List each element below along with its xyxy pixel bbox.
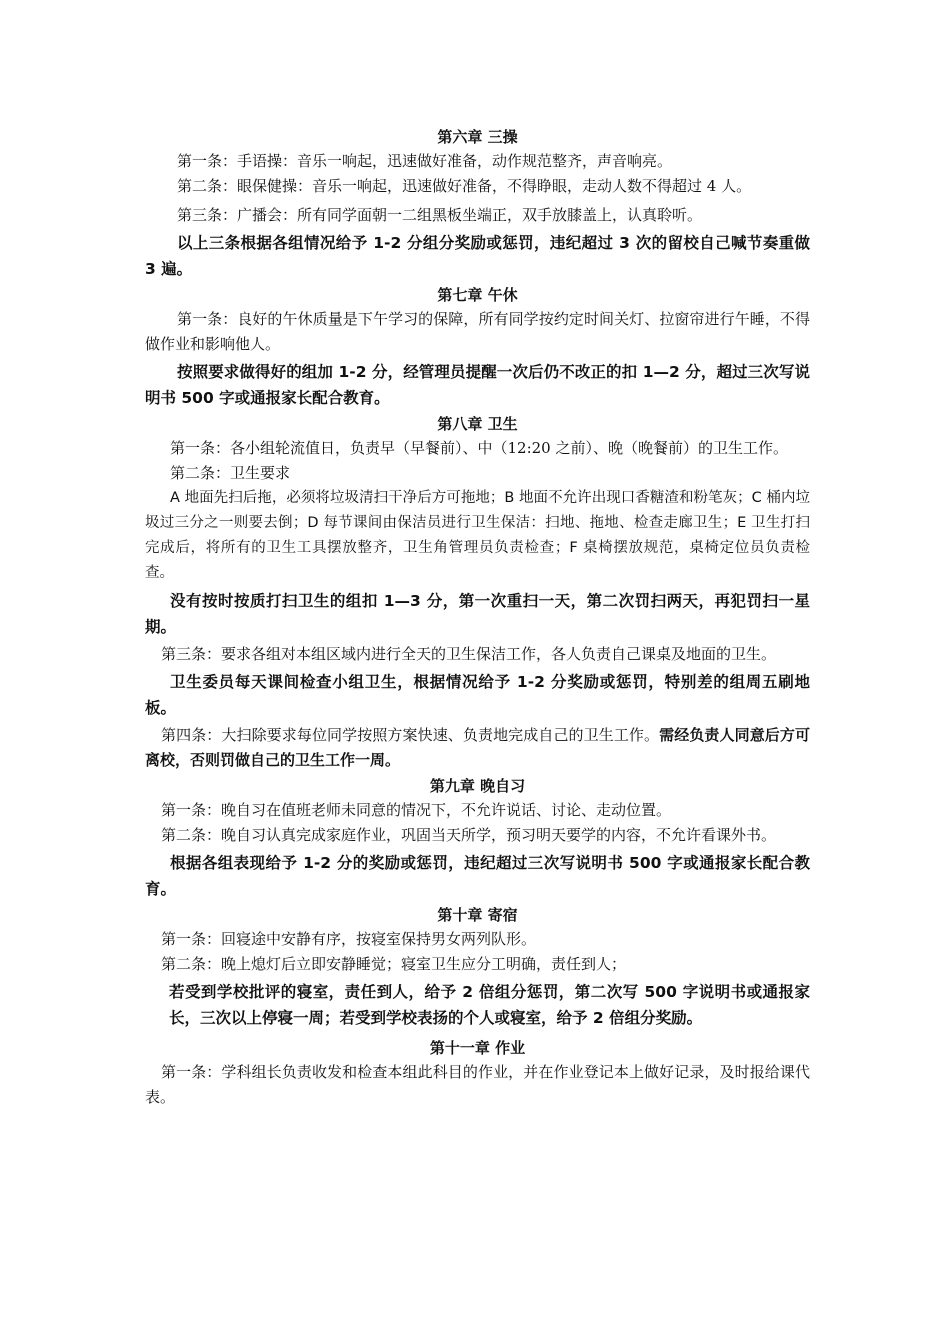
chapter-8-article-3: 第三条：要求各组对本组区域内进行全天的卫生保洁工作，各人负责自己课桌及地面的卫生。 [161,645,777,663]
chapter-7-article-1: 第一条：良好的午休质量是下午学习的保障，所有同学按约定时间关灯、拉窗帘进行午睡，不得做作业和影响他人。 [145,310,810,353]
chapter-8-rule-1: 没有按时按质打扫卫生的组扣 1—3 分，第一次重扫一天，第二次罚扫两天，再犯罚扫一星期。 [145,592,810,636]
chapter-9-rule: 根据各组表现给予 1-2 分的奖励或惩罚，违纪超过三次写说明书 500 字或通报家长配合教育。 [145,854,810,898]
document-page [145,124,810,1110]
chapter-6-article-2: 第二条：眼保健操：音乐一响起，迅速做好准备，不得睁眼，走动人数不得超过 4 人。 [177,177,752,195]
chapter-8-article-4 [145,723,810,773]
chapter-9-title: 第九章 晚自习 [429,777,526,795]
chapter-8-rule-2: 卫生委员每天课间检查小组卫生，根据情况给予 1-2 分奖励或惩罚，特别差的组周五刷地板。 [145,673,810,717]
chapter-6-title: 第六章 三操 [437,128,518,146]
chapter-8-article-2-detail: A 地面先扫后拖，必须将垃圾清扫干净后方可拖地；B 地面不允许出现口香糖渣和粉笔灰；C 桶内垃圾过三分之一则要去倒；D 每节课间由保洁员进行卫生保洁：扫地、拖地、检查走廊卫生；E 卫生打扫完成后，将所有的卫生工具摆放整齐，卫生角管理员负责检查；F 桌椅摆放规范，桌椅定位员负责检查。 [145,490,810,581]
chapter-10-article-2: 第二条：晚上熄灯后立即安静睡觉；寝室卫生应分工明确，责任到人； [161,955,627,973]
chapter-8-title: 第八章 卫生 [437,415,518,433]
chapter-6-article-1: 第一条：手语操：音乐一响起，迅速做好准备，动作规范整齐，声音响亮。 [177,152,673,170]
chapter-11-title: 第十一章 作业 [429,1039,526,1057]
chapter-10-title: 第十章 寄宿 [437,906,518,924]
chapter-8-article-4-bold: 需经负责人同意后方可离校，否则罚做自己的卫生工作一周。 [145,726,810,769]
chapter-8-article-4-text: 第四条：大扫除要求每位同学按照方案快速、负责地完成自己的卫生工作。 [161,726,660,744]
chapter-9-article-2: 第二条：晚自习认真完成家庭作业，巩固当天所学，预习明天要学的内容，不允许看课外书。 [161,826,777,844]
chapter-8-article-1: 第一条：各小组轮流值日，负责早（早餐前）、中（12:20 之前）、晚（晚餐前）的卫生工作。 [170,439,788,457]
chapter-6-rule: 以上三条根据各组情况给予 1-2 分组分奖励或惩罚，违纪超过 3 次的留校自己喊节奏重做 3 遍。 [145,234,810,278]
chapter-9-article-1: 第一条：晚自习在值班老师未同意的情况下，不允许说话、讨论、走动位置。 [161,801,672,819]
chapter-7-title: 第七章 午休 [437,286,518,304]
chapter-6-article-3: 第三条：广播会：所有同学面朝一二组黑板坐端正，双手放膝盖上，认真聆听。 [177,206,703,224]
chapter-10-article-1: 第一条：回寝途中安静有序，按寝室保持男女两列队形。 [161,930,537,948]
chapter-11-article-1: 第一条：学科组长负责收发和检查本组此科目的作业，并在作业登记本上做好记录，及时报给课代表。 [145,1063,810,1106]
chapter-10-rule: 若受到学校批评的寝室，责任到人，给予 2 倍组分惩罚，第二次写 500 字说明书或通报家长，三次以上停寝一周；若受到学校表扬的个人或寝室，给予 2 倍组分奖励。 [169,983,810,1027]
chapter-7-rule: 按照要求做得好的组加 1-2 分，经管理员提醒一次后仍不改正的扣 1—2 分，超过三次写说明书 500 字或通报家长配合教育。 [145,363,810,407]
chapter-8-article-2: 第二条：卫生要求 [170,464,291,482]
